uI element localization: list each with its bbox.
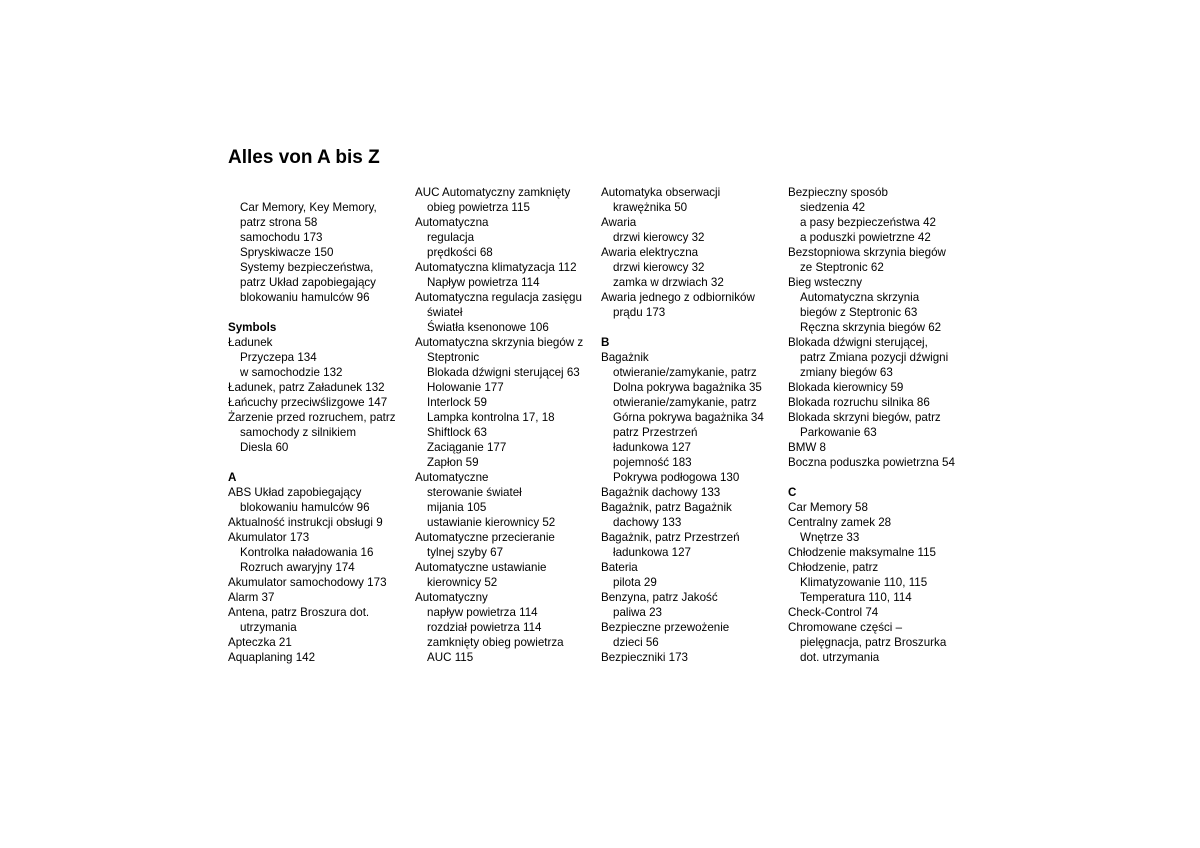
index-entry: Ładunek — [228, 336, 273, 349]
index-subentry: sterowanie świateł — [427, 486, 522, 499]
index-entry: Łańcuchy przeciwślizgowe 147 — [228, 396, 388, 409]
page-title: Alles von A bis Z — [228, 147, 380, 168]
index-subentry: a pasy bezpieczeństwa 42 — [800, 216, 936, 229]
index-subentry: Interlock 59 — [427, 396, 487, 409]
index-entry: Blokada dźwigni sterującej, — [788, 336, 928, 349]
index-subentry: patrz Zmiana pozycji dźwigni — [800, 351, 949, 364]
index-entry: Chłodzenie, patrz — [788, 561, 879, 574]
index-subentry: obieg powietrza 115 — [427, 201, 530, 214]
index-subentry: otwieranie/zamykanie, patrz — [613, 396, 757, 409]
index-subentry: Automatyczna skrzynia — [800, 291, 920, 304]
index-entry: Bezpieczniki 173 — [601, 651, 689, 664]
index-entry: Automatyczna klimatyzacja 112 — [415, 261, 577, 274]
index-entry: ABS Układ zapobiegający — [228, 486, 362, 499]
section-spacer — [228, 305, 410, 320]
index-entry: Awaria — [601, 216, 637, 229]
index-entry: Automatyczna — [415, 216, 489, 229]
section-heading: Symbols — [228, 321, 277, 334]
index-subentry: Lampka kontrolna 17, 18 — [427, 411, 555, 424]
index-entry: Bieg wsteczny — [788, 276, 863, 289]
index-entry: Automatyczna regulacja zasięgu — [415, 291, 582, 304]
index-entry: Boczna poduszka powietrzna 54 — [788, 456, 955, 469]
index-column-3 — [601, 185, 783, 665]
index-entry: Bagażnik — [601, 351, 649, 364]
index-subentry: paliwa 23 — [613, 606, 662, 619]
index-entry: Awaria elektryczna — [601, 246, 699, 259]
index-subentry: pilota 29 — [613, 576, 657, 589]
section-spacer — [228, 185, 410, 200]
index-subentry: prędkości 68 — [427, 246, 493, 259]
index-subentry: dachowy 133 — [613, 516, 682, 529]
index-column-2 — [415, 185, 597, 665]
index-entry: Automatyczne — [415, 471, 489, 484]
index-entry: Automatyczne ustawianie — [415, 561, 547, 574]
index-entry: Automatyczna skrzynia biegów z — [415, 336, 584, 349]
index-entry: Alarm 37 — [228, 591, 275, 604]
index-entry: Chłodzenie maksymalne 115 — [788, 546, 937, 559]
index-subentry: prądu 173 — [613, 306, 666, 319]
index-subentry: drzwi kierowcy 32 — [613, 261, 705, 274]
index-subentry: Przyczepa 134 — [240, 351, 317, 364]
index-subentry: Światła ksenonowe 106 — [427, 321, 549, 334]
index-entry: Bagażnik dachowy 133 — [601, 486, 721, 499]
section-heading: A — [228, 471, 237, 484]
index-column-4 — [788, 185, 970, 665]
index-subentry: pojemność 183 — [613, 456, 692, 469]
index-entry: Akumulator 173 — [228, 531, 310, 544]
index-subentry: regulacja — [427, 231, 475, 244]
index-subentry: samochody z silnikiem — [240, 426, 356, 439]
index-entry: Antena, patrz Broszura dot. — [228, 606, 370, 619]
section-spacer — [228, 455, 410, 470]
index-subentry: pielęgnacja, patrz Broszurka — [800, 636, 947, 649]
index-entry: Akumulator samochodowy 173 — [228, 576, 387, 589]
index-entry: Bezpieczny sposób — [788, 186, 888, 199]
index-subentry: drzwi kierowcy 32 — [613, 231, 705, 244]
index-subentry: zamka w drzwiach 32 — [613, 276, 724, 289]
index-entry: AUC Automatyczny zamknięty — [415, 186, 571, 199]
index-entry: Ładunek, patrz Załadunek 132 — [228, 381, 385, 394]
index-subentry: kierownicy 52 — [427, 576, 498, 589]
index-subentry: dot. utrzymania — [800, 651, 880, 664]
index-subentry: patrz Przestrzeń — [613, 426, 698, 439]
index-subentry: Ręczna skrzynia biegów 62 — [800, 321, 942, 334]
index-subentry: Klimatyzowanie 110, 115 — [800, 576, 928, 589]
index-subentry: Napływ powietrza 114 — [427, 276, 540, 289]
index-entry: Aktualność instrukcji obsługi 9 — [228, 516, 383, 529]
index-subentry: Spryskiwacze 150 — [240, 246, 334, 259]
index-subentry: AUC 115 — [427, 651, 474, 664]
index-subentry: Steptronic — [427, 351, 480, 364]
index-subentry: Zapłon 59 — [427, 456, 479, 469]
index-entry: Blokada rozruchu silnika 86 — [788, 396, 930, 409]
index-subentry: ładunkowa 127 — [613, 546, 691, 559]
index-subentry: Dolna pokrywa bagażnika 35 — [613, 381, 762, 394]
index-entry: BMW 8 — [788, 441, 827, 454]
index-entry: Automatyka obserwacji — [601, 186, 721, 199]
index-subentry: zmiany biegów 63 — [800, 366, 893, 379]
index-subentry: Temperatura 110, 114 — [800, 591, 912, 604]
index-entry: Bateria — [601, 561, 638, 574]
index-subentry: Pokrywa podłogowa 130 — [613, 471, 740, 484]
index-subentry: Shiftlock 63 — [427, 426, 487, 439]
index-entry: Bagażnik, patrz Bagażnik — [601, 501, 732, 514]
index-entry: Chromowane części – — [788, 621, 903, 634]
index-subentry: otwieranie/zamykanie, patrz — [613, 366, 757, 379]
index-subentry: rozdział powietrza 114 — [427, 621, 542, 634]
index-entry: Check-Control 74 — [788, 606, 879, 619]
index-entry: Benzyna, patrz Jakość — [601, 591, 718, 604]
index-subentry: patrz Układ zapobiegający — [240, 276, 376, 289]
index-subentry: Kontrolka naładowania 16 — [240, 546, 374, 559]
index-subentry: a poduszki powietrzne 42 — [800, 231, 931, 244]
index-subentry: biegów z Steptronic 63 — [800, 306, 918, 319]
index-subentry: Wnętrze 33 — [800, 531, 860, 544]
index-entry: Apteczka 21 — [228, 636, 292, 649]
index-subentry: blokowaniu hamulców 96 — [240, 291, 370, 304]
index-subentry: siedzenia 42 — [800, 201, 866, 214]
index-entry: Bezpieczne przewożenie — [601, 621, 730, 634]
index-subentry: Systemy bezpieczeństwa, — [240, 261, 374, 274]
index-subentry: ładunkowa 127 — [613, 441, 691, 454]
section-spacer — [788, 470, 970, 485]
section-heading: C — [788, 486, 797, 499]
index-subentry: dzieci 56 — [613, 636, 659, 649]
index-entry: Bezstopniowa skrzynia biegów — [788, 246, 946, 259]
index-subentry: Zaciąganie 177 — [427, 441, 507, 454]
index-subentry: Rozruch awaryjny 174 — [240, 561, 355, 574]
index-subentry: patrz strona 58 — [240, 216, 318, 229]
index-subentry: krawężnika 50 — [613, 201, 688, 214]
index-subentry: świateł — [427, 306, 463, 319]
index-subentry: Górna pokrywa bagażnika 34 — [613, 411, 764, 424]
index-subentry: Diesla 60 — [240, 441, 289, 454]
index-subentry: Holowanie 177 — [427, 381, 504, 394]
index-entry: Bagażnik, patrz Przestrzeń — [601, 531, 740, 544]
index-entry: Automatyczne przecieranie — [415, 531, 555, 544]
index-column-1 — [228, 185, 410, 665]
index-entry: Blokada skrzyni biegów, patrz — [788, 411, 941, 424]
index-entry: Car Memory 58 — [788, 501, 868, 514]
index-subentry: zamknięty obieg powietrza — [427, 636, 564, 649]
index-subentry: Car Memory, Key Memory, — [240, 201, 377, 214]
index-subentry: samochodu 173 — [240, 231, 323, 244]
index-subentry: ze Steptronic 62 — [800, 261, 884, 274]
index-subentry: utrzymania — [240, 621, 297, 634]
index-subentry: blokowaniu hamulców 96 — [240, 501, 370, 514]
index-subentry: mijania 105 — [427, 501, 487, 514]
index-entry: Blokada kierownicy 59 — [788, 381, 904, 394]
index-subentry: w samochodzie 132 — [240, 366, 343, 379]
index-subentry: Parkowanie 63 — [800, 426, 877, 439]
index-entry: Centralny zamek 28 — [788, 516, 892, 529]
index-entry: Żarzenie przed rozruchem, patrz — [228, 411, 396, 424]
index-subentry: ustawianie kierownicy 52 — [427, 516, 556, 529]
index-subentry: Blokada dźwigni sterującej 63 — [427, 366, 580, 379]
index-subentry: napływ powietrza 114 — [427, 606, 538, 619]
index-entry: Aquaplaning 142 — [228, 651, 316, 664]
section-spacer — [601, 320, 783, 335]
index-entry: Awaria jednego z odbiorników — [601, 291, 755, 304]
index-subentry: tylnej szyby 67 — [427, 546, 504, 559]
section-heading: B — [601, 336, 610, 349]
index-entry: Automatyczny — [415, 591, 488, 604]
